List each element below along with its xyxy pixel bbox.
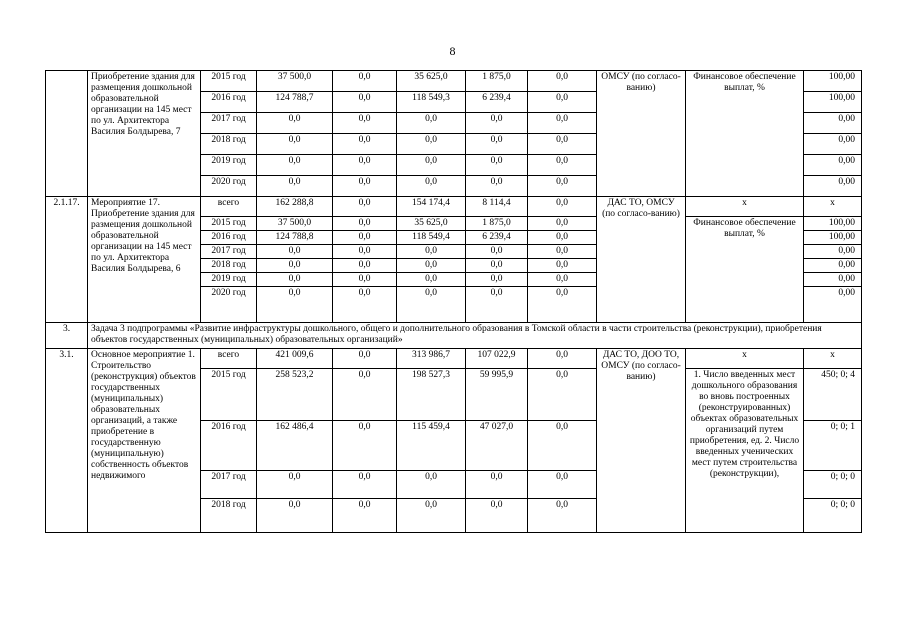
- task-row: [46, 323, 862, 349]
- external-cell: 0,0: [528, 231, 597, 245]
- regional-cell: 0,0: [397, 287, 466, 323]
- year-cell: всего: [201, 349, 257, 369]
- external-cell: 0,0: [528, 176, 597, 197]
- federal-cell: 0,0: [333, 349, 397, 369]
- regional-cell: 154 174,4: [397, 197, 466, 217]
- total-cell: 124 788,7: [257, 92, 333, 113]
- regional-cell: 0,0: [397, 113, 466, 134]
- local-cell: 1 875,0: [466, 217, 528, 231]
- regional-cell: 118 549,3: [397, 92, 466, 113]
- executor-cell: ДАС ТО, ДОО ТО, ОМСУ (по согласо-ванию): [597, 349, 686, 533]
- external-cell: 0,0: [528, 471, 597, 499]
- year-cell: 2016 год: [201, 421, 257, 471]
- regional-cell: 0,0: [397, 176, 466, 197]
- indicator-value: 100,00: [804, 71, 862, 92]
- federal-cell: 0,0: [333, 176, 397, 197]
- year-cell: 2016 год: [201, 231, 257, 245]
- year-cell: 2015 год: [201, 369, 257, 421]
- local-cell: 107 022,9: [466, 349, 528, 369]
- external-cell: 0,0: [528, 499, 597, 533]
- indicator-value: 100,00: [804, 231, 862, 245]
- indicator-cell: x: [686, 197, 804, 217]
- external-cell: 0,0: [528, 287, 597, 323]
- row-number-cell: 2.1.17.: [46, 197, 88, 323]
- table-row: [46, 197, 862, 217]
- total-cell: 162 486,4: [257, 421, 333, 471]
- measure-name: Приобретение здания для размещения дошкольной образовательной организации на 145 мест по ул. Архитектора Василия Болдырева, 7: [88, 71, 201, 197]
- local-cell: 0,0: [466, 134, 528, 155]
- regional-cell: 35 625,0: [397, 217, 466, 231]
- total-cell: 421 009,6: [257, 349, 333, 369]
- external-cell: 0,0: [528, 134, 597, 155]
- federal-cell: 0,0: [333, 273, 397, 287]
- external-cell: 0,0: [528, 259, 597, 273]
- federal-cell: 0,0: [333, 92, 397, 113]
- local-cell: 8 114,4: [466, 197, 528, 217]
- regional-cell: 313 986,7: [397, 349, 466, 369]
- total-cell: 0,0: [257, 155, 333, 176]
- year-cell: всего: [201, 197, 257, 217]
- external-cell: 0,0: [528, 421, 597, 471]
- year-cell: 2015 год: [201, 217, 257, 231]
- year-cell: 2018 год: [201, 259, 257, 273]
- year-cell: 2019 год: [201, 273, 257, 287]
- external-cell: 0,0: [528, 273, 597, 287]
- row-number-cell: 3.1.: [46, 349, 88, 533]
- external-cell: 0,0: [528, 369, 597, 421]
- total-cell: 0,0: [257, 273, 333, 287]
- federal-cell: 0,0: [333, 134, 397, 155]
- regional-cell: 0,0: [397, 259, 466, 273]
- indicator-cell: 1. Число введенных мест дошкольного образования во вновь построенных (реконструированных) объектах образовательных организаций путем приобретения, ед. 2. Число введенных ученических мест путем строительства (реконструкции),: [686, 369, 804, 533]
- total-cell: 124 788,8: [257, 231, 333, 245]
- external-cell: 0,0: [528, 92, 597, 113]
- indicator-value: 0,00: [804, 245, 862, 259]
- regional-cell: 0,0: [397, 273, 466, 287]
- total-cell: 0,0: [257, 259, 333, 273]
- indicator-value: x: [804, 197, 862, 217]
- row-number-cell: 3.: [46, 323, 88, 349]
- regional-cell: 0,0: [397, 134, 466, 155]
- local-cell: 0,0: [466, 176, 528, 197]
- external-cell: 0,0: [528, 245, 597, 259]
- local-cell: 0,0: [466, 499, 528, 533]
- federal-cell: 0,0: [333, 113, 397, 134]
- year-cell: 2018 год: [201, 499, 257, 533]
- local-cell: 6 239,4: [466, 92, 528, 113]
- indicator-cell: x: [686, 349, 804, 369]
- local-cell: 6 239,4: [466, 231, 528, 245]
- external-cell: 0,0: [528, 349, 597, 369]
- total-cell: 0,0: [257, 287, 333, 323]
- local-cell: 0,0: [466, 155, 528, 176]
- local-cell: 0,0: [466, 245, 528, 259]
- year-cell: 2019 год: [201, 155, 257, 176]
- measure-name: Основное мероприятие 1. Строительство (реконструкция) объектов государственных (муниципальных) образовательных организаций, а также приобретение в государственную (муниципальную) собственность объектов недвижимого: [88, 349, 201, 533]
- regional-cell: 0,0: [397, 245, 466, 259]
- page-number: 8: [449, 44, 456, 58]
- year-cell: 2017 год: [201, 471, 257, 499]
- federal-cell: 0,0: [333, 421, 397, 471]
- table-row: [46, 349, 862, 369]
- indicator-value: 0,00: [804, 113, 862, 134]
- federal-cell: 0,0: [333, 71, 397, 92]
- external-cell: 0,0: [528, 71, 597, 92]
- task-text: Задача 3 подпрограммы «Развитие инфраструктуры дошкольного, общего и дополнительного образования в Томской области в части строительства (реконструкции), приобретения объектов государственных (муниципальных) образовательных организаций»: [88, 323, 862, 349]
- federal-cell: 0,0: [333, 287, 397, 323]
- executor-cell: ДАС ТО, ОМСУ (по согласо-ванию): [597, 197, 686, 323]
- federal-cell: 0,0: [333, 197, 397, 217]
- indicator-value: 0,00: [804, 176, 862, 197]
- local-cell: 1 875,0: [466, 71, 528, 92]
- measure-name: Мероприятие 17. Приобретение здания для размещения дошкольной образовательной организации на 145 мест по ул. Архитектора Василия Болдырева, 6: [88, 197, 201, 323]
- regional-cell: 115 459,4: [397, 421, 466, 471]
- total-cell: 0,0: [257, 134, 333, 155]
- external-cell: 0,0: [528, 197, 597, 217]
- total-cell: 258 523,2: [257, 369, 333, 421]
- indicator-value: 450; 0; 4: [804, 369, 862, 421]
- year-cell: 2017 год: [201, 245, 257, 259]
- indicator-value: 0,00: [804, 287, 862, 323]
- indicator-value: x: [804, 349, 862, 369]
- local-cell: 0,0: [466, 113, 528, 134]
- federal-cell: 0,0: [333, 499, 397, 533]
- regional-cell: 35 625,0: [397, 71, 466, 92]
- regional-cell: 118 549,4: [397, 231, 466, 245]
- indicator-cell: Финансовое обеспечение выплат, %: [686, 71, 804, 197]
- indicator-value: 100,00: [804, 217, 862, 231]
- federal-cell: 0,0: [333, 369, 397, 421]
- total-cell: 0,0: [257, 471, 333, 499]
- federal-cell: 0,0: [333, 155, 397, 176]
- indicator-cell: Финансовое обеспечение выплат, %: [686, 217, 804, 323]
- total-cell: 0,0: [257, 113, 333, 134]
- total-cell: 37 500,0: [257, 71, 333, 92]
- year-cell: 2016 год: [201, 92, 257, 113]
- year-cell: 2017 год: [201, 113, 257, 134]
- year-cell: 2015 год: [201, 71, 257, 92]
- indicator-value: 0,00: [804, 134, 862, 155]
- indicator-value: 0; 0; 1: [804, 421, 862, 471]
- local-cell: 0,0: [466, 287, 528, 323]
- external-cell: 0,0: [528, 217, 597, 231]
- indicator-value: 0,00: [804, 273, 862, 287]
- program-table: [45, 70, 862, 533]
- federal-cell: 0,0: [333, 245, 397, 259]
- indicator-value: 0; 0; 0: [804, 471, 862, 499]
- regional-cell: 0,0: [397, 499, 466, 533]
- external-cell: 0,0: [528, 113, 597, 134]
- federal-cell: 0,0: [333, 259, 397, 273]
- year-cell: 2020 год: [201, 287, 257, 323]
- local-cell: 0,0: [466, 259, 528, 273]
- local-cell: 0,0: [466, 471, 528, 499]
- local-cell: 47 027,0: [466, 421, 528, 471]
- regional-cell: 198 527,3: [397, 369, 466, 421]
- table-row: [46, 71, 862, 92]
- total-cell: 37 500,0: [257, 217, 333, 231]
- indicator-value: 0,00: [804, 155, 862, 176]
- total-cell: 0,0: [257, 176, 333, 197]
- total-cell: 0,0: [257, 499, 333, 533]
- regional-cell: 0,0: [397, 155, 466, 176]
- row-number-cell: [46, 71, 88, 197]
- indicator-value: 0; 0; 0: [804, 499, 862, 533]
- total-cell: 0,0: [257, 245, 333, 259]
- regional-cell: 0,0: [397, 471, 466, 499]
- local-cell: 59 995,9: [466, 369, 528, 421]
- local-cell: 0,0: [466, 273, 528, 287]
- year-cell: 2018 год: [201, 134, 257, 155]
- federal-cell: 0,0: [333, 217, 397, 231]
- indicator-value: 0,00: [804, 259, 862, 273]
- indicator-value: 100,00: [804, 92, 862, 113]
- total-cell: 162 288,8: [257, 197, 333, 217]
- executor-cell: ОМСУ (по согласо-ванию): [597, 71, 686, 197]
- federal-cell: 0,0: [333, 231, 397, 245]
- year-cell: 2020 год: [201, 176, 257, 197]
- external-cell: 0,0: [528, 155, 597, 176]
- federal-cell: 0,0: [333, 471, 397, 499]
